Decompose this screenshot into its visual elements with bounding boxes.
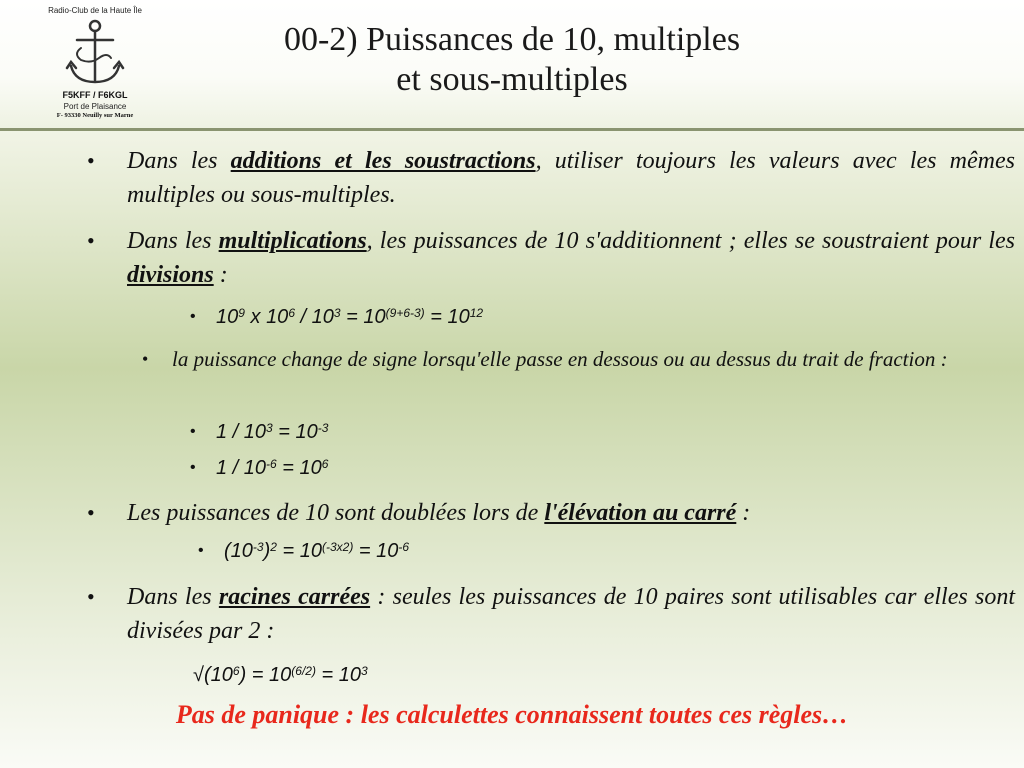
- exponent: 3: [361, 664, 368, 678]
- keyword-additions: additions et les soustractions: [230, 148, 536, 174]
- bullet-square: [127, 496, 1015, 530]
- formula-part: /: [295, 306, 312, 328]
- formula-part: 10: [447, 306, 470, 328]
- logo-address: F- 93330 Neuilly sur Marne: [56, 112, 134, 119]
- exponent: -6: [266, 457, 277, 471]
- formula-part: =: [246, 664, 270, 686]
- exponent: 12: [469, 306, 484, 320]
- slide-title-line1: 00-2) Puissances de 10, multiples: [283, 21, 741, 58]
- formula-part: x: [244, 306, 267, 328]
- formula-part: =: [272, 421, 296, 443]
- formula-part: =: [276, 540, 300, 562]
- bullet-text: Dans les: [127, 148, 231, 174]
- formula-part: √(10: [193, 664, 233, 686]
- exponent: (-3x2): [321, 540, 354, 554]
- slide-title-line2: et sous-multiples: [396, 61, 628, 98]
- bullet-text: Dans les: [127, 228, 219, 254]
- formula-part: (10: [224, 540, 253, 562]
- logo-callsigns: F5KFF / F6KGL: [62, 90, 128, 100]
- keyword-multiplications: multiplications: [218, 228, 367, 254]
- exponent: 6: [321, 457, 329, 471]
- exponent: 6: [288, 306, 295, 320]
- formula-square-root: [193, 660, 368, 690]
- bullet-text: Les puissances de 10 sont doublées lors de: [127, 500, 545, 526]
- slide-body: [0, 140, 1024, 768]
- slide-title: [0, 20, 1024, 100]
- formula-part: 10: [299, 457, 322, 479]
- exponent: (9+6-3): [385, 306, 425, 320]
- exponent: (6/2): [291, 664, 316, 678]
- formula-sign-1: [216, 417, 976, 447]
- exponent: -3: [252, 540, 264, 554]
- logo-location: Port de Plaisance: [63, 102, 127, 111]
- exponent: -3: [317, 421, 329, 435]
- formula-square: [224, 536, 984, 566]
- formula-part: =: [315, 664, 339, 686]
- bullet-sign-change: • la puissance change de signe lorsqu'elle passe en dessous ou au dessus du trait de fraction :: [172, 342, 1015, 376]
- formula-multiplication: [216, 302, 976, 332]
- logo-club-name: Radio-Club de la Haute Île: [48, 6, 142, 15]
- bullet-text: :: [213, 262, 228, 288]
- bullet-multiplications: [127, 224, 1015, 292]
- formula-part: 10: [269, 664, 292, 686]
- formula-part: 10: [299, 540, 322, 562]
- keyword-square-roots: racines carrées: [218, 584, 371, 610]
- keyword-divisions: divisions: [127, 262, 214, 288]
- bullet-text: , les puissances de 10 s'additionnent ; elles se soustraient pour les: [366, 228, 1015, 254]
- exponent: 3: [266, 421, 273, 435]
- formula-part: 1 / 10: [216, 421, 267, 443]
- formula-part: 10: [363, 306, 386, 328]
- formula-part: =: [340, 306, 364, 328]
- formula-part: =: [353, 540, 377, 562]
- exponent: 6: [232, 664, 240, 678]
- header-divider: [0, 128, 1024, 131]
- bullet-text: : seules les puissances de 10 paires sont utilisables car elles sont divisées par 2 :: [127, 584, 1015, 644]
- bullet-text: Dans les: [127, 584, 219, 610]
- bullet-additions: [127, 144, 1015, 212]
- formula-part: 10: [266, 306, 289, 328]
- formula-part: 10: [295, 421, 318, 443]
- formula-part: 1 / 10: [216, 457, 267, 479]
- formula-part: =: [424, 306, 448, 328]
- formula-part: 10: [216, 306, 239, 328]
- bullet-text: :: [736, 500, 751, 526]
- formula-part: ): [239, 664, 247, 686]
- formula-part: 10: [376, 540, 399, 562]
- exponent: 2: [270, 540, 277, 554]
- footer-note: Pas de panique : les calculettes connaissent toutes ces règles…: [175, 700, 849, 729]
- exponent: 9: [238, 306, 245, 320]
- bullet-text: , utiliser toujours les valeurs avec les mêmes multiples ou sous-multiples.: [127, 148, 1015, 208]
- keyword-square: l'élévation au carré: [544, 500, 737, 526]
- formula-part: 10: [338, 664, 362, 686]
- exponent: -6: [398, 540, 410, 554]
- formula-part: 10: [311, 306, 334, 328]
- exponent: 3: [333, 306, 341, 320]
- bullet-square-roots: [127, 580, 1015, 648]
- formula-part: ): [263, 540, 271, 562]
- formula-sign-2: [216, 453, 976, 483]
- formula-part: =: [276, 457, 300, 479]
